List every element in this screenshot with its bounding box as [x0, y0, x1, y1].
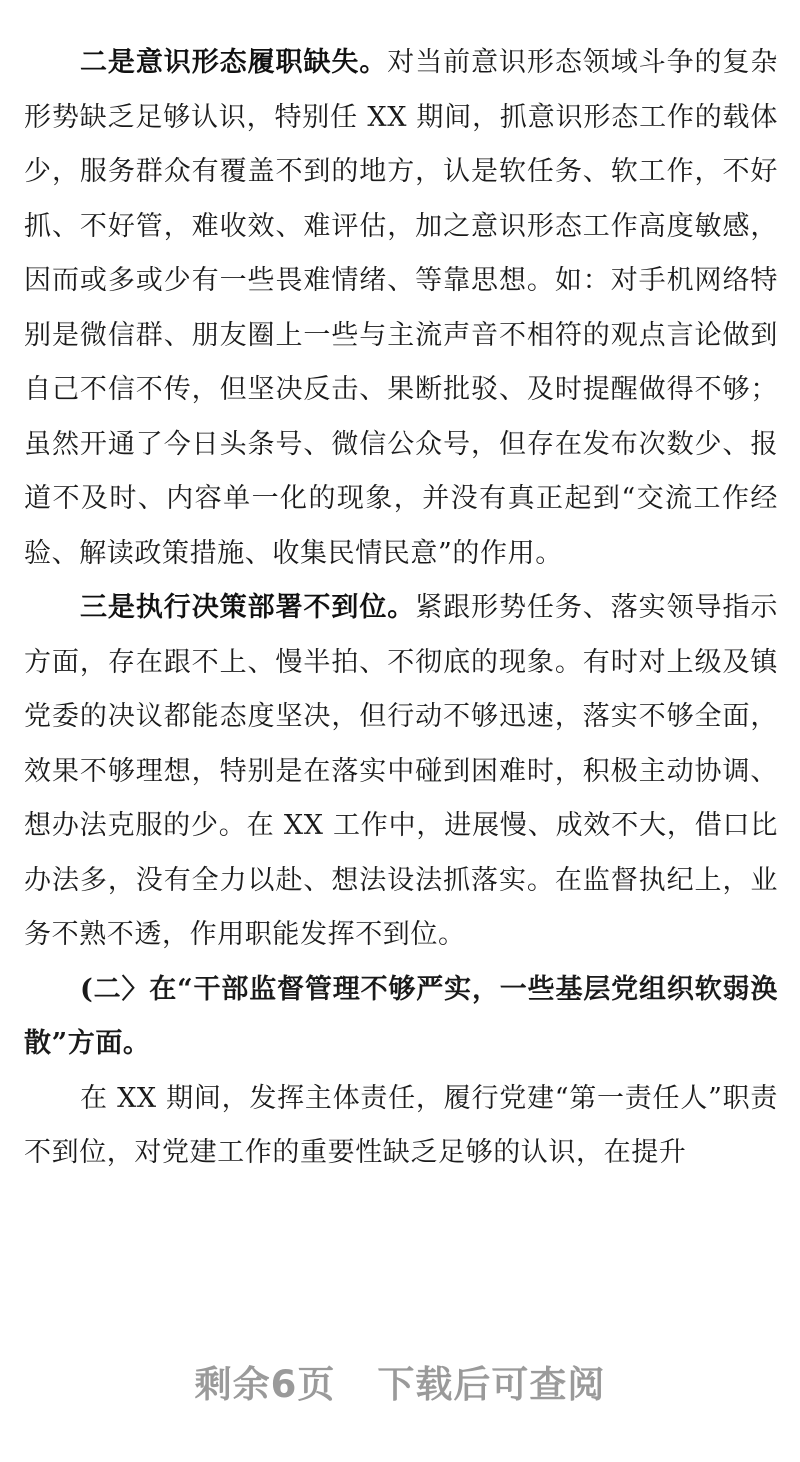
paragraph-text: 紧跟形势任务、落实领导指示方面，存在跟不上、慢半拍、不彻底的现象。有时对上级及镇党委的决议都能态度坚决，但行动不够迅速，落实不够全面，效果不够理想，特别是在落实中碰到困难时，积极主动协调、想办法克服的少。在 XX 工作中，进展慢、成效不大，借口比办法多，没有全力以赴、想法设法抓落实。在监督执纪上，业务不熟不透，作用职能发挥不到位。 [24, 592, 778, 950]
section-heading: (二〉在“干部监督管理不够严实，一些基层党组织软弱涣散”方面。 [24, 973, 778, 1059]
remaining-pages-label: 剩余6页 [194, 1363, 336, 1406]
paragraph-execution [24, 581, 778, 963]
download-to-view-label: 下载后可查阅 [377, 1363, 606, 1406]
paragraph-text: 对当前意识形态领域斗争的复杂形势缺乏足够认识，特别任 XX 期间，抓意识形态工作的载体少，服务群众有覆盖不到的地方，认是软任务、软工作，不好抓、不好管，难收效、难评估，加之意识形态工作高度敏感，因而或多或少有一些畏难情绪、等靠思想。如：对手机网络特别是微信群、朋友圈上一些与主流声音不相符的观点言论做到自己不信不传，但坚决反击、果断批驳、及时提醒做得不够；虽然开通了今日头条号、微信公众号，但存在发布次数少、报道不及时、内容单一化的现象，并没有真正起到“交流工作经验、解读政策措施、收集民情民意”的作用。 [24, 47, 778, 569]
paragraph-lead: 三是执行决策部署不到位。 [80, 592, 416, 623]
download-notice[interactable] [0, 1354, 800, 1408]
paragraph-party-building: 在 XX 期间，发挥主体责任，履行党建“第一责任人”职责不到位，对党建工作的重要性缺乏足够的认识，在提升 [24, 1082, 778, 1168]
document-body [24, 36, 778, 1181]
paragraph-lead: 二是意识形态履职缺失。 [80, 47, 388, 78]
paragraph-ideology [24, 36, 778, 581]
